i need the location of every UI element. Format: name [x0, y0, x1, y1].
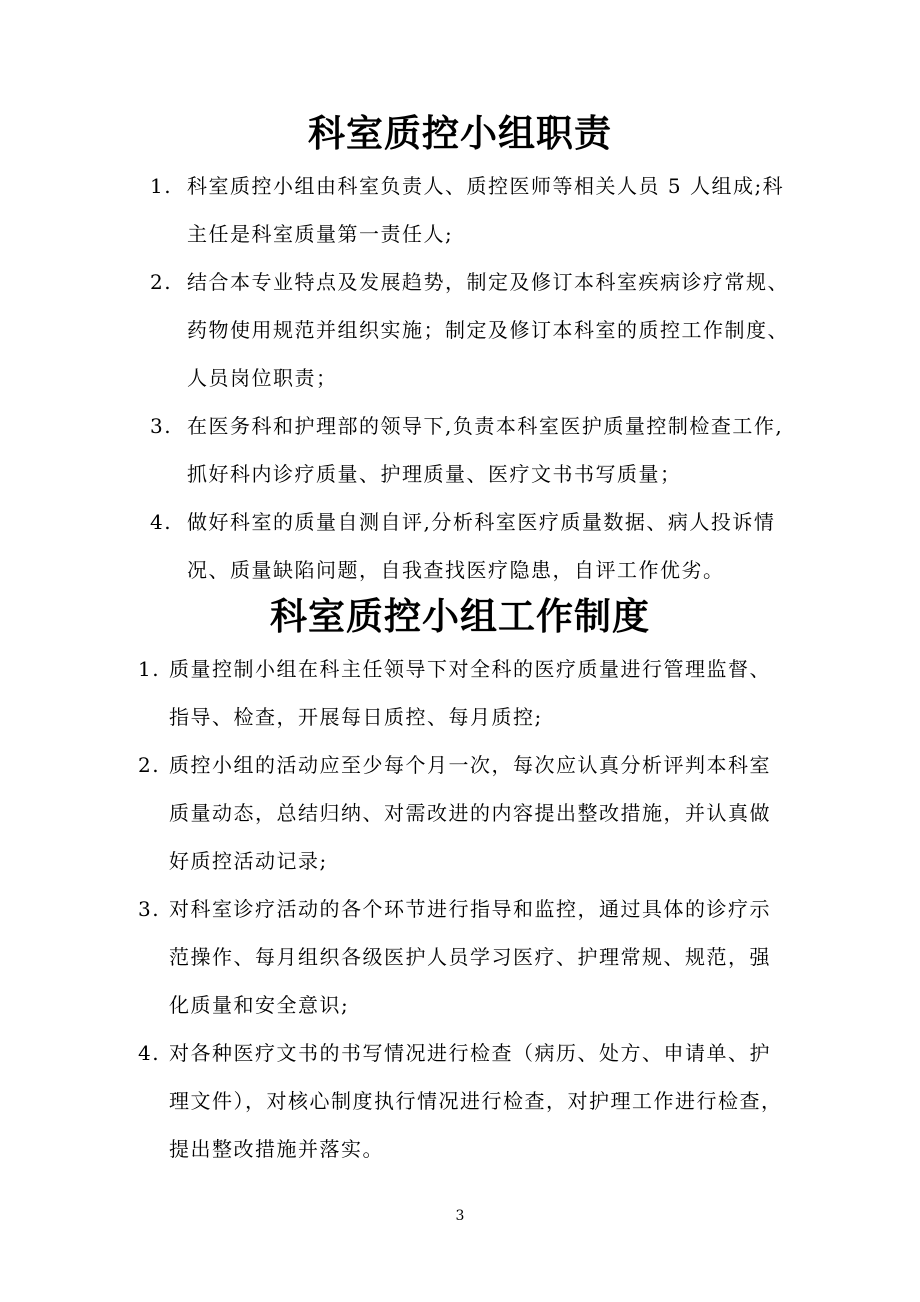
- page-number: 3: [455, 1208, 465, 1224]
- item-text-line: 范操作、每月组织各级医护人员学习医疗、护理常规、规范，强: [169, 945, 771, 969]
- item-text-line: 化质量和安全意识;: [169, 993, 350, 1017]
- item-text-line: 理文件），对核心制度执行情况进行检查，对护理工作进行检查，: [169, 1089, 783, 1113]
- list-item: [150, 402, 800, 498]
- item-text-line: 质控小组的活动应至少每个月一次，每次应认真分析评判本科室: [169, 753, 771, 777]
- list-item: [138, 741, 788, 885]
- item-text-line: 做好科室的质量自测自评,分析科室医疗质量数据、病人投诉情: [187, 510, 776, 534]
- list-item: [138, 1029, 788, 1173]
- item-text-line: 质量控制小组在科主任领导下对全科的医疗质量进行管理监督、: [169, 657, 771, 681]
- item-text-line: 提出整改措施并落实。: [169, 1137, 384, 1161]
- item-number: 2.: [138, 753, 161, 777]
- work-rules-list: [138, 645, 788, 1173]
- section-title-responsibilities: 科室质控小组职责: [308, 111, 612, 155]
- list-item: [150, 258, 800, 402]
- item-text-line: 抓好科内诊疗质量、护理质量、医疗文书书写质量；: [187, 462, 682, 486]
- list-item: [150, 162, 800, 258]
- item-text-line: 药物使用规范并组织实施；制定及修订本科室的质控工作制度、: [187, 318, 789, 342]
- item-number: 3.: [150, 414, 173, 438]
- item-text-line: 主任是科室质量第一责任人;: [187, 222, 454, 246]
- item-number: 2.: [150, 270, 173, 294]
- item-text-line: 在医务科和护理部的领导下,负责本科室医护质量控制检查工作,: [187, 414, 784, 438]
- item-number: 3.: [138, 897, 161, 921]
- item-text-line: 科室质控小组由科室负责人、质控医师等相关人员 5 人组成;科: [187, 174, 785, 198]
- responsibilities-list: [150, 162, 800, 594]
- item-number: 4.: [150, 510, 173, 534]
- list-item: [138, 645, 788, 741]
- item-text-line: 人员岗位职责；: [187, 366, 338, 390]
- item-text-line: 质量动态，总结归纳、对需改进的内容提出整改措施，并认真做: [169, 801, 771, 825]
- item-number: 1.: [150, 174, 173, 198]
- item-text-line: 指导、检查，开展每日质控、每月质控;: [169, 705, 543, 729]
- item-number: 1.: [138, 657, 161, 681]
- item-text-line: 况、质量缺陷问题，自我查找医疗隐患，自评工作优劣。: [187, 558, 725, 582]
- list-item: [138, 885, 788, 1029]
- section-title-work-rules: 科室质控小组工作制度: [270, 594, 650, 638]
- item-text-line: 对各种医疗文书的书写情况进行检查（病历、处方、申请单、护: [169, 1041, 771, 1065]
- item-text-line: 对科室诊疗活动的各个环节进行指导和监控，通过具体的诊疗示: [169, 897, 771, 921]
- list-item: [150, 498, 800, 594]
- item-number: 4.: [138, 1041, 161, 1065]
- item-text-line: 结合本专业特点及发展趋势，制定及修订本科室疾病诊疗常规、: [187, 270, 789, 294]
- item-text-line: 好质控活动记录;: [169, 849, 328, 873]
